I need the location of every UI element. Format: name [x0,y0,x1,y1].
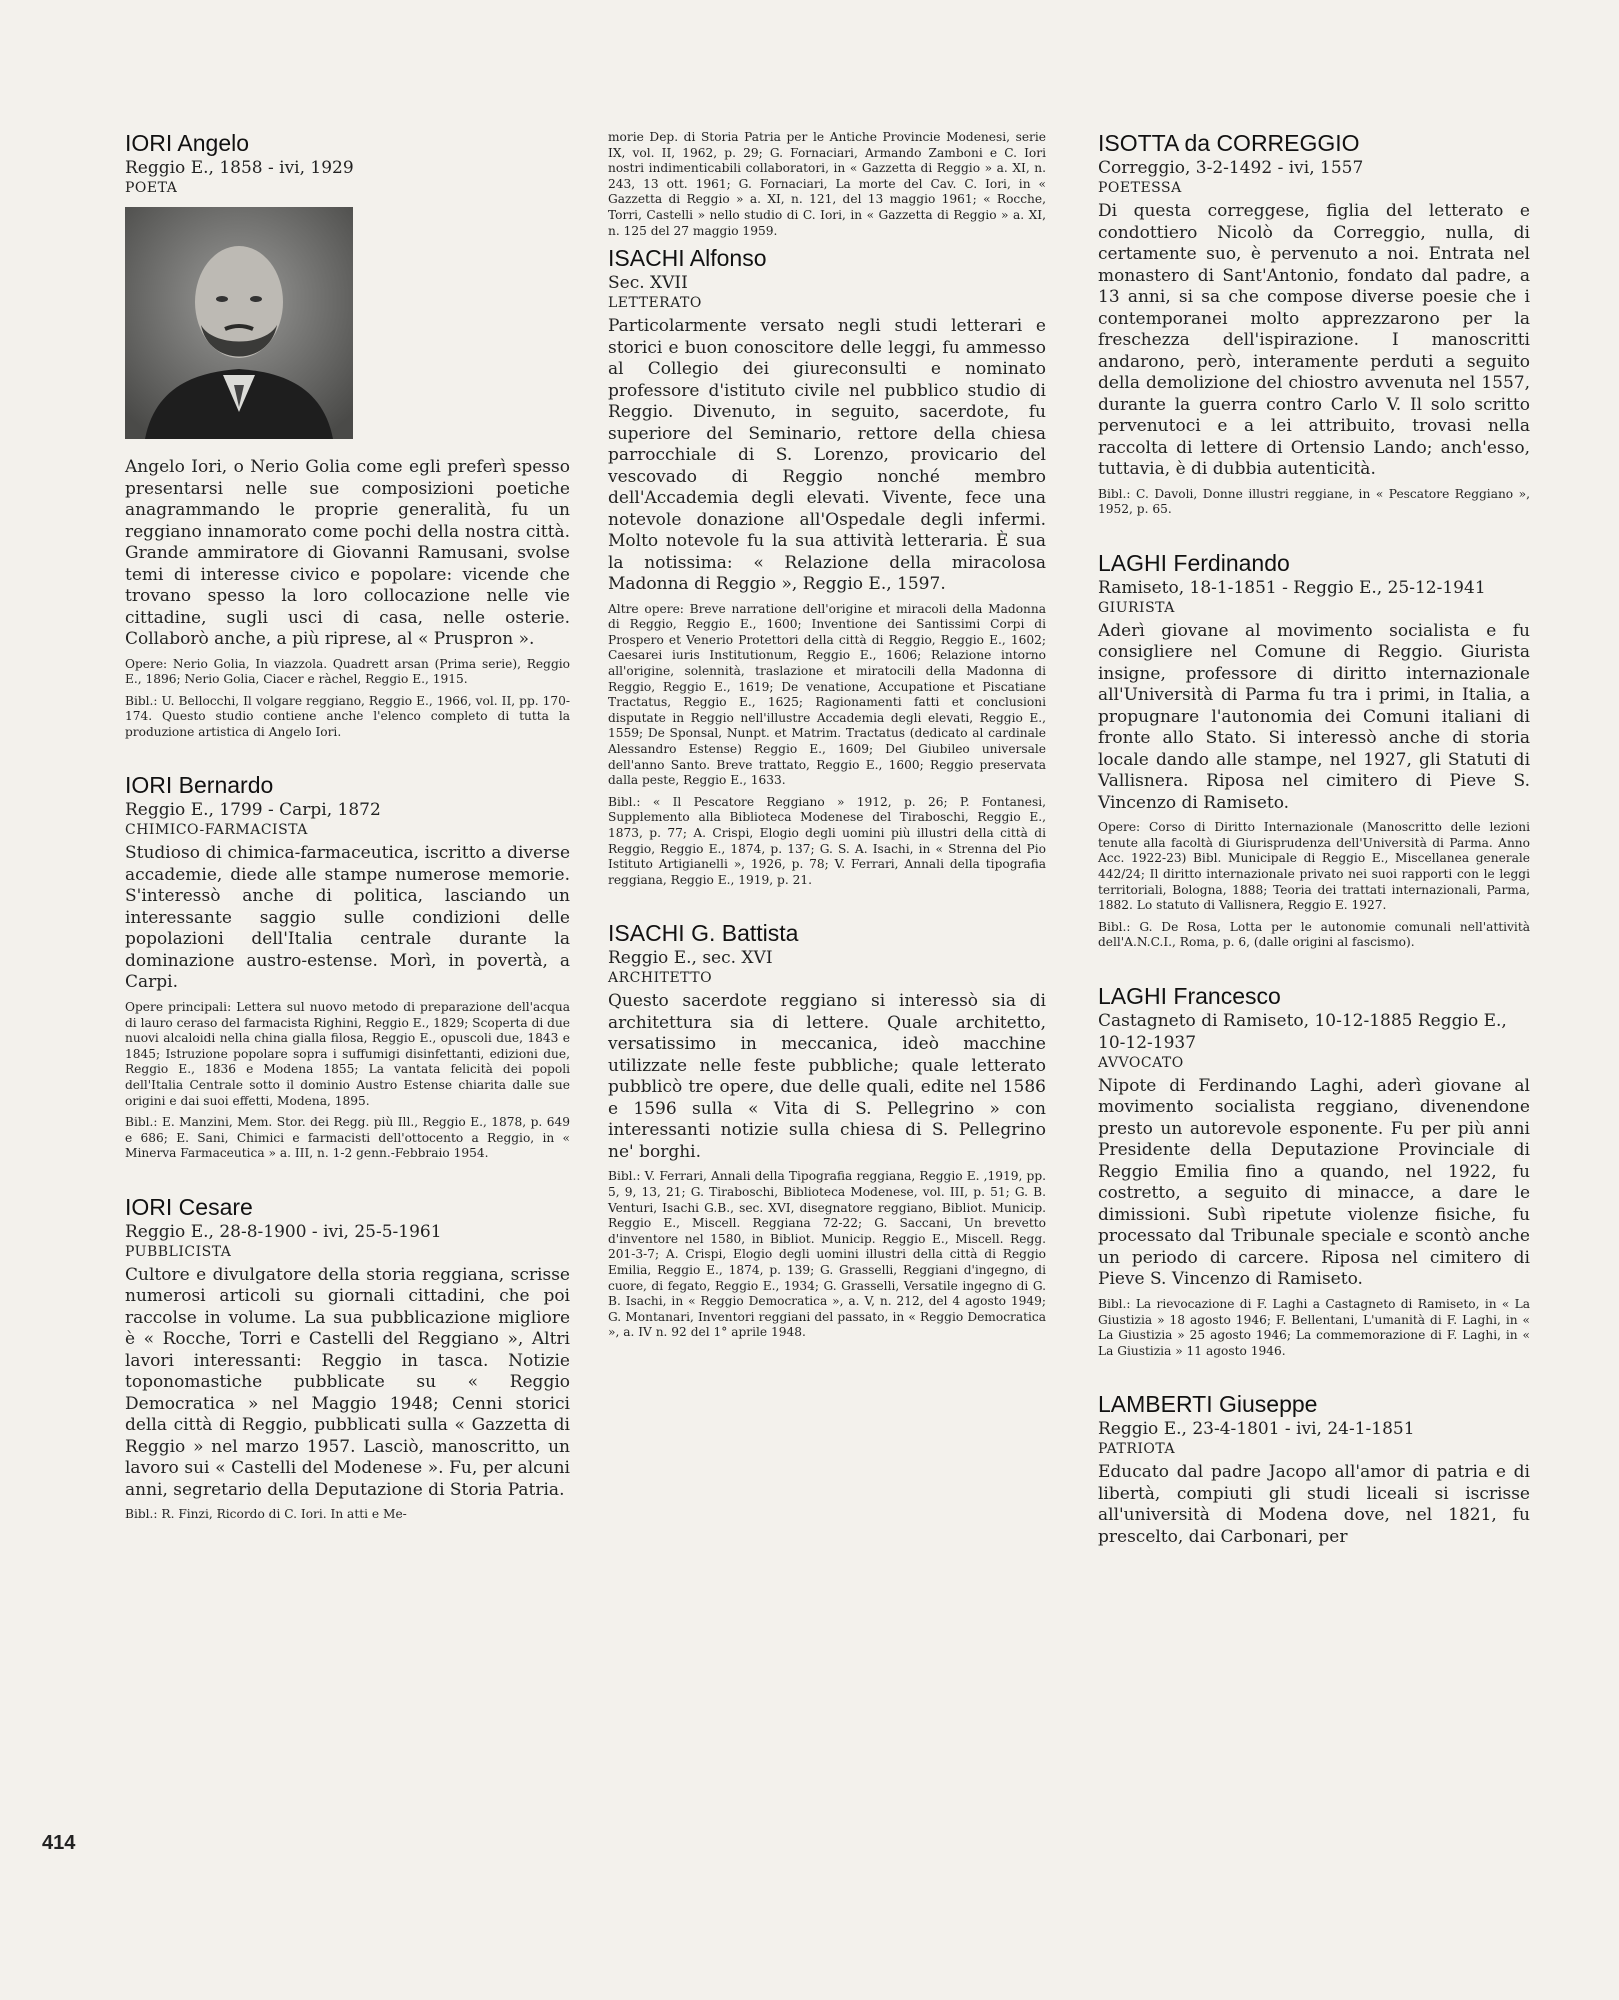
entry-isachi-g-battista [608,920,1046,1341]
entry-dates: Sec. XVII [608,273,688,294]
entry-body: Cultore e divulgatore della storia reggiana, scrisse numerosi articoli su giornali cittadini, che poi raccolse in volume. La sua pubblicazione migliore è « Rocche, Torri e Castelli del Reggiano », Altri lavori interessanti: Reggio in tasca. Notizie toponomastiche pubblicate su « Reggio Democratica » nel Maggio 1948; Cenni storici della città di Reggio, pubblicati sulla « Gazzetta di Reggio » nel marzo 1957. Lasciò, manoscritto, un lavoro sui « Castelli del Modenese ». Fu, per alcuni anni, segretario della Deputazione di Storia Patria. [125,1264,570,1500]
entry-body: Educato dal padre Jacopo all'amor di patria e di libertà, compiuti gli studi liceali si iscrisse all'università di Modena dove, nel 1821, fu prescelto, dai Carbonari, per [1098,1462,1530,1547]
entry-profession: POETA [125,180,178,196]
entry-bibliography: Bibl.: « Il Pescatore Reggiano » 1912, p. 26; P. Fontanesi, Supplemento alla Biblioteca Modenese del Tiraboschi, Reggio E., 1873, p. 77; A. Crispi, Elogio degli uomini più illustri della città di Reggio, Reggio E., 1874, p. 137; G. S. A. Isachi, in « Strenna del Pio Istituto Artigianelli », 1926, p. 78; V. Ferrari, Annali della tipografia reggiana, Reggio E., 1919, p. 21. [608,794,1046,887]
entry-bibliography: Bibl.: U. Bellocchi, Il volgare reggiano, Reggio E., 1966, vol. II, pp. 170-174. Questo studio contiene anche l'elenco completo di tutta la produzione artistica di Angelo Iori. [125,693,570,739]
entry-works: Opere: Corso di Diritto Internazionale (Manoscritto delle lezioni tenute alla facoltà di Giurisprudenza dell'Università di Parma. Anno Acc. 1922-23) Bibl. Municipale di Reggio E., Miscellanea generale 442/24; Il diritto internazionale privato nei suoi rapporti con le leggi territoriali, Bologna, 1888; Teoria dei trattati internazionali, Parma, 1882. Lo statuto di Vallisnera, Reggio E. 1927. [1098,820,1530,913]
entry-body: Di questa correggese, figlia del letterato e condottiero Nicolò da Correggio, nulla, di certamente suo, è pervenuto a noi. Entrata nel monastero di Sant'Antonio, fondato dal padre, a 13 anni, si sa che compose diverse poesie che i contemporanei molto apprezzarono per la freschezza dell'ispirazione. I manoscritti andarono, però, interamente perduti a seguito della demolizione del chiostro avvenuta nel 1557, durante la guerra contro Carlo V. Il solo scritto pervenutoci e a lei attribuito, trovasi nella raccolta di lettere di Ortensio Lando; anch'esso, tuttavia, è di dubbia autenticità. [1098,201,1530,479]
bibliography-continuation: morie Dep. di Storia Patria per le Antiche Provincie Modenesi, serie IX, vol. II, 1962, p. 29; G. Fornaciari, Armando Zamboni e C. Iori nostri indimenticabili collaboratori, in « Gazzetta di Reggio » a. XI, n. 243, 13 ott. 1961; G. Fornaciari, La morte del Cav. C. Iori, in « Gazzetta di Reggio » a. XI, n. 121, del 13 maggio 1961; « Rocche, Torri, Castelli » nello studio di C. Iori, in « Gazzetta di Reggio » a. XI, n. 125 del 27 maggio 1959. [608,130,1046,238]
entry-bibliography: Bibl.: G. De Rosa, Lotta per le autonomie comunali nell'attività dell'A.N.C.I., Roma, p. 6, (dalle origini al fascismo). [1098,919,1530,950]
entry-dates: Reggio E., 23-4-1801 - ivi, 24-1-1851 [1098,1419,1415,1440]
entry-lamberti-giuseppe [1098,1391,1530,1548]
entry-isachi-alfonso [608,245,1046,888]
entry-bibliography: Bibl.: E. Manzini, Mem. Stor. dei Regg. più Ill., Reggio E., 1878, p. 649 e 686; E. Sani, Chimici e farmacisti dell'ottocento a Reggio, in « Minerva Farmaceutica » a. III, n. 1-2 genn.-Febbraio 1954. [125,1115,570,1161]
entry-name: LAGHI Ferdinando [1098,549,1290,576]
entry-profession: POETESSA [1098,180,1182,196]
entry-dates: Reggio E., 1799 - Carpi, 1872 [125,800,381,821]
entry-name: IORI Bernardo [125,772,274,799]
entry-profession: GIURISTA [1098,599,1175,616]
entry-name: IORI Angelo [125,130,250,156]
entry-iori-bernardo [125,772,570,1161]
entry-body: Particolarmente versato negli studi letterari e storici e buon conoscitore delle leggi, fu ammesso al Collegio dei giureconsulti e nominato professore d'istituto civile nel pubblico studio di Reggio. Divenuto, in seguito, sacerdote, fu superiore del Seminario, rettore della chiesa parrocchiale di S. Lorenzo, provicario del vescovado di Reggio nonché membro dell'Accademia degli elevati. Vivente, fece una notevole donazione all'Ospedale degli infermi. Molto notevole fu la sua attività letteraria. È sua la notissima: « Relazione della miracolosa Madonna di Reggio », Reggio E., 1597. [608,316,1046,595]
entry-bibliography: Bibl.: C. Davoli, Donne illustri reggiane, in « Pescatore Reggiano », 1952, p. 65. [1098,486,1530,517]
entry-bibliography: Bibl.: V. Ferrari, Annali della Tipografia reggiana, Reggio E. ,1919, pp. 5, 9, 13, 21; G. Tiraboschi, Biblioteca Modenese, vol. III, p. 51; G. B. Venturi, Isachi G.B., sec. XVI, disegnatore reggiano, Bibliot. Municip. Reggio E., Miscell. Reggiana 72-22; G. Saccani, Un brevetto d'inventore nel 1580, in Bibliot. Municip. Reggio E., Miscell. Regg. 201-3-7; A. Crispi, Elogio degli uomini illustri della città di Reggio Emilia, Reggio E., 1874, p. 139; G. Grasselli, Reggiani d'ingegno, di cuore, di fegato, Reggio E., 1934; G. Grasselli, Versatile ingegno di G. B. Isachi, in « Reggio Democratica », a. V, n. 212, del 4 agosto 1949; G. Montanari, Inventori reggiani del passato, in « Reggio Democratica », a. IV n. 92 del 1° aprile 1948. [608,1169,1046,1340]
entry-name: LAMBERTI Giuseppe [1098,1391,1318,1418]
entry-iori-cesare [125,1194,570,1523]
entry-body: Studioso di chimica-farmaceutica, iscritto a diverse accademie, diede alle stampe numerose memorie. S'interessò anche di politica, lasciando un interessante saggio sulle condizioni delle popolazioni dell'Italia centrale durante la dominazione austro-estense. Morì, in povertà, a Carpi. [125,843,570,993]
column-right [1098,130,1530,1580]
entry-name: ISACHI Alfonso [608,245,767,272]
column-middle [608,130,1046,1373]
entry-iori-angelo [125,130,570,740]
entry-dates: Reggio E., 28-8-1900 - ivi, 25-5-1961 [125,1221,442,1242]
entry-dates: Reggio E., sec. XVI [608,948,773,969]
page-number: 414 [42,1832,76,1854]
entry-bibliography: Bibl.: R. Finzi, Ricordo di C. Iori. In atti e Me- [125,1507,407,1522]
entry-bibliography: Bibl.: La rievocazione di F. Laghi a Castagneto di Ramiseto, in « La Giustizia » 18 agosto 1946; F. Bellentani, L'umanità di F. Laghi, in « La Giustizia » 25 agosto 1946; La commemorazione di F. Laghi, in « La Giustizia » 11 agosto 1946. [1098,1296,1530,1358]
entry-works: Opere: Nerio Golia, In viazzola. Quadrett arsan (Prima serie), Reggio E., 1896; Nerio Golia, Ciacer e ràchel, Reggio E., 1915. [125,656,570,687]
entry-name: ISACHI G. Battista [608,920,799,947]
column-left [125,130,570,1555]
entry-works: Opere principali: Lettera sul nuovo metodo di preparazione dell'acqua di lauro ceraso del farmacista Righini, Reggio E., 1829; Scoperta di due nuovi alcaloidi nella china gialla filosa, Reggio E., opuscoli due, 1843 e 1845; Istruzione popolare sopra i suffumigi disinfettanti, edizioni due, Reggio E., 1836 e Modena 1855; La vantata felicità dei popoli dell'Italia Centrale sotto il dominio Austro Estense chiarita dalle sue origini e dai suoi effetti, Modena, 1895. [125,999,571,1108]
entry-profession: AVVOCATO [1098,1054,1184,1071]
entry-laghi-ferdinando [1098,550,1530,951]
entry-body: Aderì giovane al movimento socialista e fu consigliere nel Comune di Reggio. Giurista insigne, professore di diritto internazionale all'Università di Parma fu tra i primi, in Italia, a propugnare l'autonomia dei Comuni italiani di fronte allo Stato. Si interessò anche di storia locale dando alle stampe, nel 1927, gli Statuti di Vallisnera. Riposa nel cimitero di Pieve S. Vincenzo di Ramiseto. [1098,620,1530,813]
portrait-photo [125,207,353,439]
entry-isotta-da-correggio [1098,130,1530,518]
entry-body: Questo sacerdote reggiano si interessò sia di architettura sia di lettere. Quale architetto, versatissimo in meccanica, ideò macchine utilizzate nelle feste pubbliche; quale letterato pubblicò tre opere, due delle quali, edite nel 1586 e 1596 sulla « Vita di S. Pellegrino » con interessanti notizie sulla chiesa di S. Pellegrino ne' borghi. [608,991,1046,1162]
entry-name: IORI Cesare [125,1193,253,1220]
entry-profession: PATRIOTA [1098,1441,1176,1458]
entry-profession: LETTERATO [608,295,702,312]
entry-dates: Reggio E., 1858 - ivi, 1929 [125,158,354,178]
entry-profession: ARCHITETTO [608,970,713,987]
entry-dates: Correggio, 3-2-1492 - ivi, 1557 [1098,158,1364,178]
entry-profession: PUBBLICISTA [125,1243,232,1260]
entry-dates: Ramiseto, 18-1-1851 - Reggio E., 25-12-1941 [1098,577,1486,598]
entry-name: LAGHI Francesco [1098,982,1281,1009]
entry-profession: CHIMICO-FARMACISTA [125,822,308,839]
entry-works: Altre opere: Breve narratione dell'origine et miracoli della Madonna di Reggio, Reggio E., 1600; Inventione dei Santissimi Corpi di Prospero et Venerio Protettori della città di Reggio, Reggio E., 1602; Caesarei iuris Institutionum, Reggio E., 1606; Relazione intorno all'origine, solennità, traslazione et miratocili della Madonna di Reggio, Reggio E., 1619; De venatione, Accupatione et Piscatiane Tractatus, Reggio E., 1625; Ragionamenti fatti et conclusioni disputate in Reggio nell'illustre Accademia degli elevati, Reggio E., 1559; De Sponsal, Nunpt. et Matrim. Tractatus (dedicato al cardinale Alessandro Estense) Reggio E., 1609; Del Giubileo universale dell'anno Santo. Breve trattato, Reggio E., 1600; Reggio preservata dalla peste, Reggio E., 1633. [608,601,1046,788]
entry-body: Angelo Iori, o Nerio Golia come egli preferì spesso presentarsi nelle sue composizioni poetiche anagrammando le proprie generalità, fu un reggiano innamorato come pochi della nostra città. Grande ammiratore di Giovanni Ramusani, svolse temi di interesse civico e popolare: vicende che trovano spesso la loro collocazione nelle vie cittadine, sugli usci di casa, nelle osterie. Collaborò anche, a più riprese, al « Pruspron ». [125,457,570,649]
entry-dates: Castagneto di Ramiseto, 10-12-1885 Reggio E., 10-12-1937 [1098,1010,1507,1053]
entry-name: ISOTTA da CORREGGIO [1098,130,1360,156]
entry-body: Nipote di Ferdinando Laghi, aderì giovane al movimento socialista reggiano, divenendone presto un autorevole esponente. Fu per più anni Presidente della Deputazione Provinciale di Reggio Emilia fino a quando, nel 1922, fu costretto, a seguito di minacce, a dare le dimissioni. Subì ripetute violenze fisiche, fu processato dal Tribunale speciale e scontò anche un periodo di carcere. Riposa nel cimitero di Pieve S. Vincenzo di Ramiseto. [1098,1075,1530,1290]
entry-laghi-francesco [1098,983,1530,1359]
